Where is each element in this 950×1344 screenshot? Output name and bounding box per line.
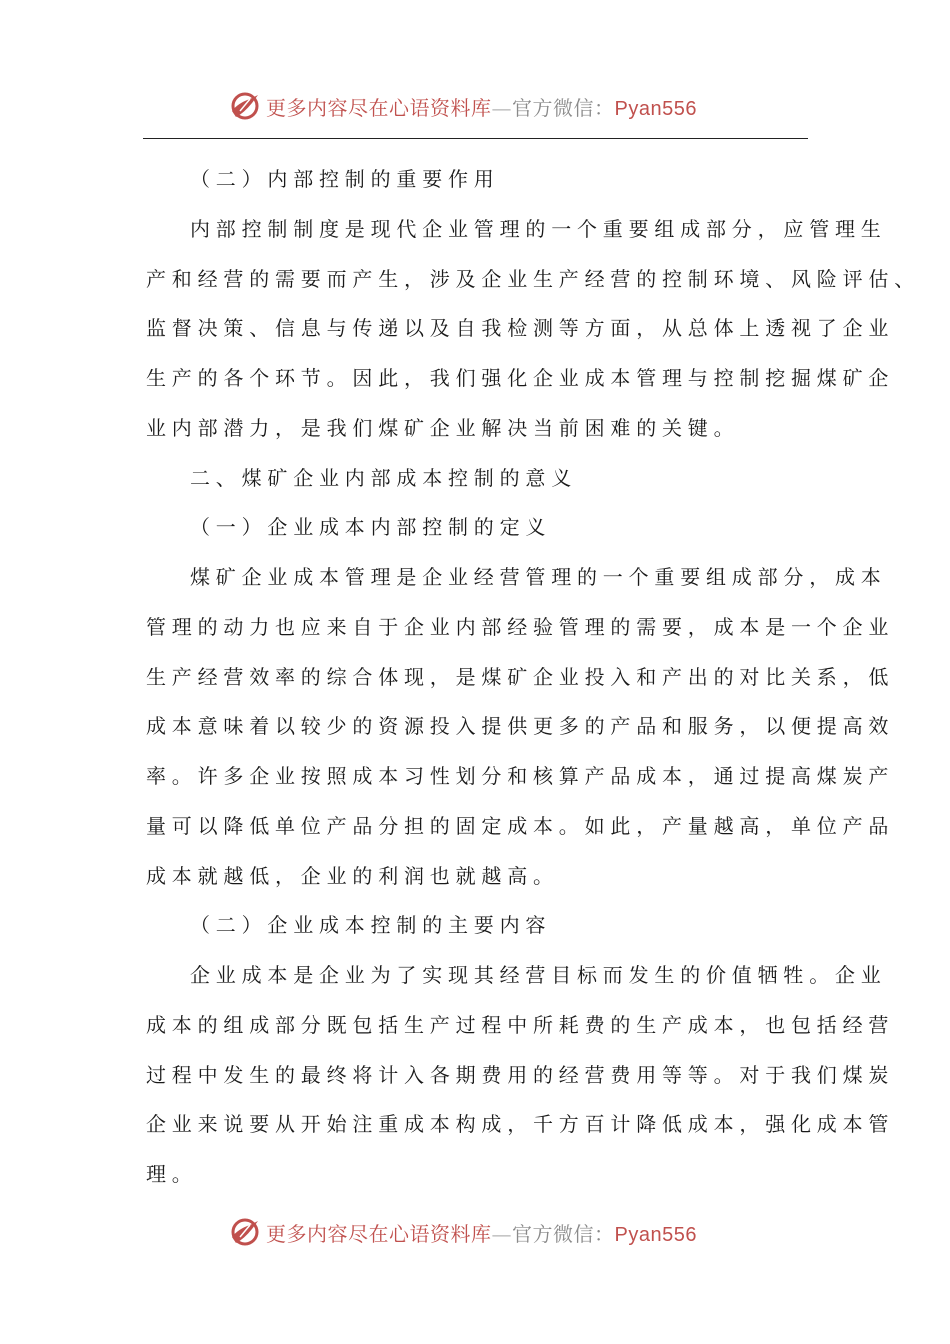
banner-wechat-label: 官方微信：	[512, 95, 615, 120]
banner-main-text: 更多内容尽在心语资料库	[266, 1221, 492, 1246]
header-divider	[143, 138, 808, 139]
paragraph-line: 过程中发生的最终将计入各期费用的经营费用等等。对于我们煤炭	[146, 1062, 895, 1087]
subheading: （二）企业成本控制的主要内容	[190, 913, 552, 938]
paragraph-line: 生产的各个环节。因此，我们强化企业成本管理与控制挖掘煤矿企	[146, 366, 895, 390]
banner-text	[266, 92, 697, 121]
banner-main-text: 更多内容尽在心语资料库	[266, 95, 492, 120]
paragraph-line: 内部控制制度是现代企业管理的一个重要组成部分，应管理生	[190, 216, 887, 241]
footer-banner	[0, 1208, 950, 1252]
header-banner	[0, 82, 950, 126]
paragraph-line: 生产经营效率的综合体现，是煤矿企业投入和产出的对比关系，低	[146, 664, 895, 689]
paragraph-line: 成本的组成部分既包括生产过程中所耗费的生产成本，也包括经营	[146, 1012, 895, 1037]
paragraph-line: 企业成本是企业为了实现其经营目标而发生的价值牺牲。企业	[190, 963, 887, 987]
banner-wechat-id: Pyan556	[614, 97, 697, 120]
paragraph-line: 管理的动力也应来自于企业内部经验管理的需要，成本是一个企业	[146, 614, 895, 639]
subheading: （二）内部控制的重要作用	[190, 167, 500, 191]
pen-nib-logo-icon	[228, 89, 262, 123]
paragraph-line: 监督决策、信息与传递以及自我检测等方面，从总体上透视了企业	[146, 316, 895, 341]
paragraph-line: 理。	[146, 1162, 198, 1186]
pen-nib-logo-icon	[228, 1215, 262, 1249]
banner-separator: —	[491, 95, 512, 120]
banner-wechat-id: Pyan556	[614, 1223, 697, 1246]
section-heading: 二、煤矿企业内部成本控制的意义	[190, 465, 577, 490]
paragraph-line: 煤矿企业成本管理是企业经营管理的一个重要组成部分，成本	[190, 565, 887, 589]
paragraph-line: 量可以降低单位产品分担的固定成本。如此，产量越高，单位产品	[146, 813, 895, 838]
paragraph-line: 率。许多企业按照成本习性划分和核算产品成本，通过提高煤炭产	[146, 764, 895, 788]
paragraph-line: 成本就越低，企业的利润也就越高。	[146, 863, 559, 888]
document-body	[146, 155, 920, 1200]
paragraph-line: 成本意味着以较少的资源投入提供更多的产品和服务，以便提高效	[146, 714, 895, 739]
banner-text	[266, 1218, 697, 1247]
paragraph-line: 产和经营的需要而产生，涉及企业生产经营的控制环境、风险评估、	[146, 266, 920, 291]
paragraph-line: 企业来说要从开始注重成本构成，千方百计降低成本，强化成本管	[146, 1112, 895, 1137]
banner-wechat-label: 官方微信：	[512, 1221, 615, 1246]
banner-separator: —	[491, 1221, 512, 1246]
subheading: （一）企业成本内部控制的定义	[190, 515, 552, 540]
paragraph-line: 业内部潜力，是我们煤矿企业解决当前困难的关键。	[146, 415, 740, 440]
